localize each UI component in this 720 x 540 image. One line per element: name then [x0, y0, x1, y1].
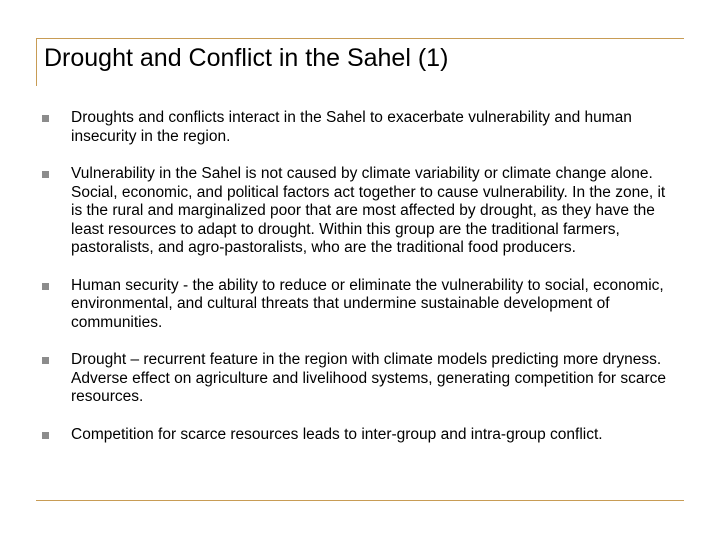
square-bullet-icon [42, 357, 49, 364]
bullet-item [42, 277, 678, 333]
slide-title: Drought and Conflict in the Sahel (1) [44, 44, 449, 72]
footer-divider-line [36, 500, 684, 501]
bullet-text: Drought – recurrent feature in the region with climate models predicting more dryness. Adverse effect on agriculture and livelihood systems, generating competition for scarce resources. [71, 351, 667, 405]
bullet-item [42, 109, 678, 146]
bullet-list [42, 109, 678, 463]
bullet-item [42, 165, 678, 258]
bullet-text: Human security - the ability to reduce or eliminate the vulnerability to social, economic, environmental, and cultural threats that undermine sustainable development of communities. [71, 276, 664, 331]
title-frame-left-line [36, 38, 37, 86]
title-frame-top-line [36, 38, 684, 39]
bullet-text: Droughts and conflicts interact in the Sahel to exacerbate vulnerability and human insecurity in the region. [71, 109, 632, 145]
bullet-text: Competition for scarce resources leads to inter-group and intra-group conflict. [71, 425, 603, 443]
square-bullet-icon [42, 283, 49, 290]
bullet-item [42, 426, 678, 445]
bullet-item [42, 351, 678, 407]
square-bullet-icon [42, 171, 49, 178]
square-bullet-icon [42, 115, 49, 122]
bullet-text: Vulnerability in the Sahel is not caused by climate variability or climate change alone. Social, economic, and political factors act together to cause vulnerability. In the zone, it is the rural and marginalized poor that are most affected by drought, as they have the least resources to adapt to drought. Within this group are the traditional farmers, pastoralists, and agro-pastoralists, who are the traditional food producers. [71, 165, 666, 256]
square-bullet-icon [42, 432, 49, 439]
